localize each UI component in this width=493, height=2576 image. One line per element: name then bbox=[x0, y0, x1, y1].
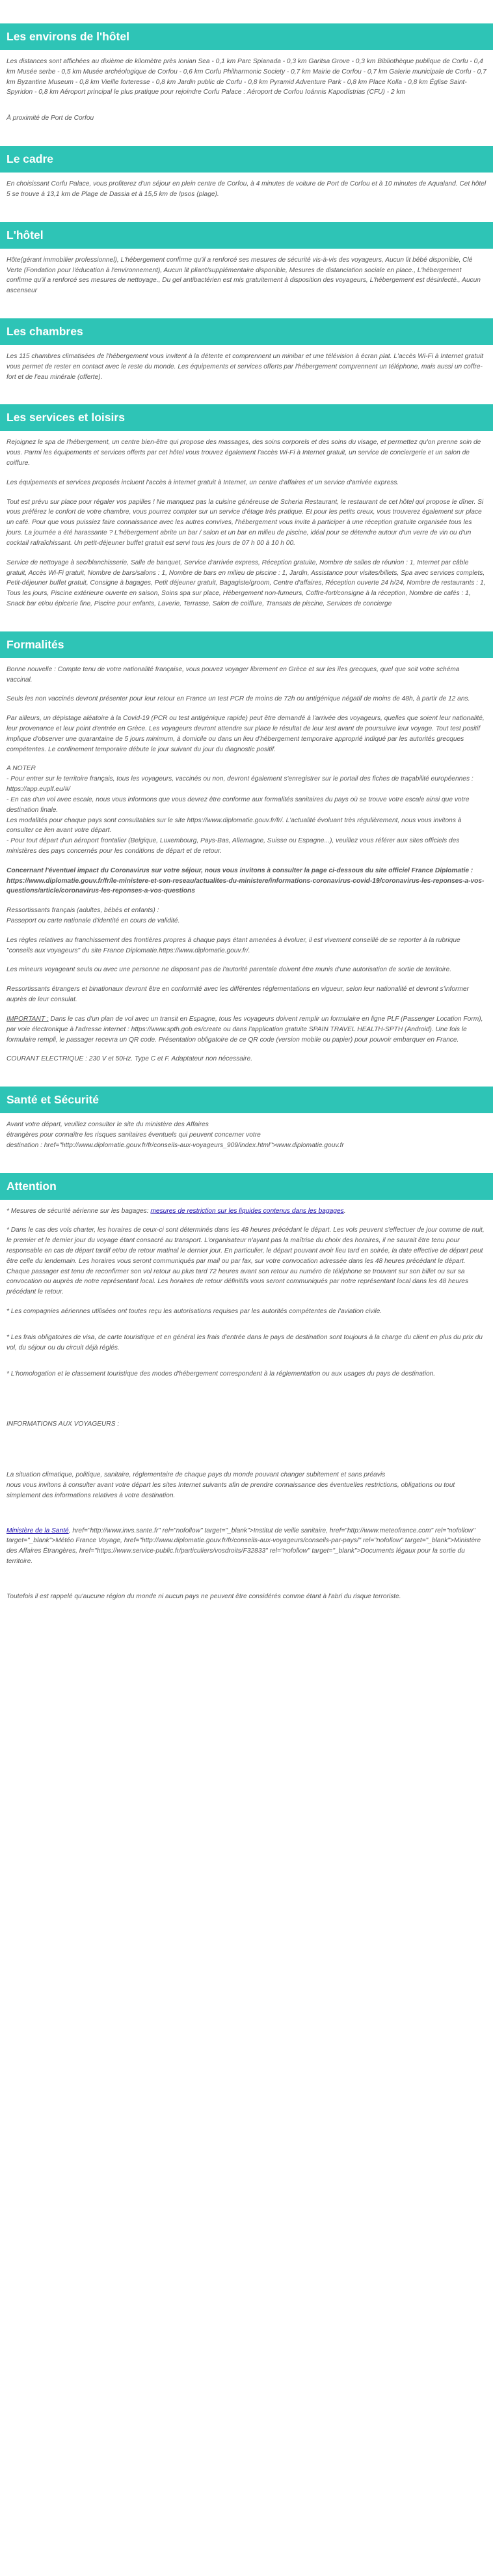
environs-text: Les distances sont affichées au dixième de kilomètre près Ionian Sea - 0,1 km Parc Spianada - 0,3 km Garitsa Grove - 0,3 km Bibliothèque publique de Corfu - 0,4 km Musée serbe - 0,5 km Musée archéologique de Corfou - 0,6 km Corfu Philharmonic Society - 0,7 km Mairie de Corfou - 0,7 km Galerie municipale de Corfu - 0,7 km Byzantine Museum - 0,8 km Vieille forteresse - 0,8 km Jardin public de Corfu - 0,8 km Pyramid Adventure Park - 0,8 km Place Kolla - 0,8 km Église Saint-Spyridon - 0,8 km Aéroport principal le plus pratique pour rejoindre Corfu Palace : Aéroport de Corfou Ioánnis Kapodístrias (CFU) - 2 km bbox=[7, 58, 486, 96]
services-text-3: Tout est prévu sur place pour régaler vos papilles ! Ne manquez pas la cuisine généreuse de Scheria Restaurant, le restaurant de cet hôtel qui propose le dîner. Si vous préférez le confort de votre chambre, vous pourrez compter sur un service d'étage très pratique. Et pour les petits creux, vous trouverez également sur place un café. Pour que vous puissiez faire connaissance avec les autres convives, l'hébergement vous invite à participer à une réception gratuite organisée tous les jours. La journée a été harassante ? L'hébergement abrite un bar / salon et un bar en milieu de piscine, idéal pour se détendre autour d'un verre de vin ou d'un cocktail rafraîchissant. Un petit-déjeuner buffet gratuit est servi tous les jours de 07 h 00 à 10 h 00. bbox=[7, 498, 484, 547]
important-text: Dans le cas d'un plan de vol avec un transit en Espagne, tous les voyageurs doivent remplir un formulaire en ligne PLF (Passenger Location Form), par voie électronique à l'adresse internet : https://www.spth.gob.es/create ou dans l'application gratuite SPAIN TRAVEL HEALTH-SPTH (Android). Une fois le formulaire rempli, le passager recevra un QR code. Présentation obligatoire de ce QR code (version mobile ou papier) pour pouvoir embarquer en France. bbox=[7, 1015, 483, 1044]
section-chambres bbox=[0, 318, 493, 382]
formalites-text-8: Les mineurs voyageant seuls ou avec une personne ne disposant pas de l'autorité parentale doivent être munis d'une autorisation de sortie de territoire. bbox=[7, 966, 452, 974]
attention-liquides-suffix: . bbox=[343, 1207, 346, 1215]
hotel-info-page bbox=[0, 23, 493, 1602]
attention-situation-line: La situation climatique, politique, sanitaire, réglementaire de chaque pays du monde pouvant changer subitement et sans préavis bbox=[7, 1471, 386, 1479]
attention-text-4: * Les frais obligatoires de visa, de carte touristique et en général les frais d'entrée dans le pays de destination sont toujours à la charge du client en plus du prix du vol, du séjour ou du circuit déjà réglés. bbox=[7, 1333, 483, 1351]
formalites-note-line: Les modalités pour chaque pays sont consultables sur le site https://www.diplomatie.gouv.fr/fr/. L'actualité évoluant très régulièrement, nous vous invitons à consulter ce lien avant votre départ. bbox=[7, 816, 462, 835]
attention-text-2: * Dans le cas des vols charter, les horaires de ceux-ci sont déterminés dans les 48 heures précédant le départ. Les vols peuvent s'effectuer de jour comme de nuit, le premier et le dernier jour du voyage étant consacré au transport. L'organisateur n'ayant pas la maîtrise du choix des horaires, il ne saurait être tenu pour responsable en cas de départ tardif et/ou de retour matinal le dernier jour. En particulier, le départ pouvant avoir lieu tard en soirée, la date effective de départ peut être celle du lendemain. Les horaires vous seront communiqués par mail ou par fax, sur votre convocation adressée dans les 48 heures précédant le départ. Chaque passager est tenu de reconfirmer son vol retour au plus tard 72 heures avant son retour au numéro de téléphone se trouvant sur son billet ou sur sa convocation ou auprès de notre représentant local. Les horaires de retour définitifs vous seront communiqués par notre représentant local dans les 48 heures précédant le retour. bbox=[7, 1226, 485, 1296]
hotel-text: Hôte(gérant immobilier professionnel), L'hébergement confirme qu'il a renforcé ses mesures de sécurité vis-à-vis des voyageurs, Aucun lit bébé disponible, Clé Verte (Fondation pour l'éducation à l'environnement), Aucun lit pliant/supplémentaire disponible, Mesures de distanciation sociale en place., L'hébergement confirme qu'il a renforcé ses mesures de nettoyage., Du gel antibactérien est mis gratuitement à disposition des voyageurs, L'hébergement est désinfecté., Aucun ascenseur bbox=[7, 256, 481, 295]
section-formalites bbox=[0, 631, 493, 1064]
section-cadre bbox=[0, 146, 493, 200]
formalites-ressortissants-line: Passeport ou carte nationale d'identité en cours de validité. bbox=[7, 917, 180, 924]
services-text-2: Les équipements et services proposés incluent l'accès à internet gratuit à Internet, un centre d'affaires et un service d'arrivée express. bbox=[7, 478, 399, 486]
formalites-important bbox=[7, 1014, 486, 1045]
attention-liquides bbox=[7, 1206, 486, 1217]
attention-links-rest: , href="http://www.invs.sante.fr" rel="nofollow" target="_blank">Institut de veille sanitaire, href="http://www.meteofrance.com" rel="nofollow" target="_blank">Météo France Voyage, href="http://www.diplomatie.gouv.fr/fr/conseils-aux-voyageurs/conseils-par-pays/" rel="nofollow" target="_blank">Ministère des Affaires Étrangères, href="https://www.service-public.fr/particuliers/vosdroits/F32833" rel="nofollow" target="_blank">Documents légaux pour la sortie du territoire. bbox=[7, 1527, 481, 1565]
formalites-ressortissants-line: Ressortissants français (adultes, bébés et enfants) : bbox=[7, 907, 159, 915]
attention-info-voyageurs: INFORMATIONS AUX VOYAGEURS : bbox=[7, 1420, 120, 1428]
section-title-sante: Santé et Sécurité bbox=[0, 1087, 493, 1113]
formalites-text-9: Ressortissants étrangers et binationaux devront être en conformité avec les différentes réglementations en vigueur, selon leur nationalité et devront s'informer auprès de leur consulat. bbox=[7, 986, 469, 1004]
section-title-hotel: L'hôtel bbox=[0, 222, 493, 249]
attention-liquides-prefix: * Mesures de sécurité aérienne sur les bagages: bbox=[7, 1207, 151, 1215]
important-label: IMPORTANT : bbox=[7, 1015, 49, 1023]
formalites-note-line: - En cas d'un vol avec escale, nous vous informons que vous devrez être conforme aux formalités sanitaires du pays où se trouve votre escale ainsi que votre destination finale. bbox=[7, 796, 470, 814]
attention-situation bbox=[7, 1470, 486, 1501]
section-services bbox=[0, 404, 493, 609]
formalites-ressortissants bbox=[7, 906, 486, 926]
sante-line: étrangères pour connaître les risques sanitaires éventuels qui peuvent concerner votre bbox=[7, 1131, 261, 1139]
environs-port: À proximité de Port de Corfou bbox=[7, 115, 94, 122]
section-attention bbox=[0, 1173, 493, 1602]
formalites-note-line: - Pour entrer sur le territoire français, tous les voyageurs, vaccinés ou non, devront également s'enregistrer sur le portail des fiches de traçabilité européennes : https://app.euplf.eu/#/ bbox=[7, 775, 473, 794]
attention-links bbox=[7, 1526, 486, 1567]
section-title-attention: Attention bbox=[0, 1173, 493, 1200]
formalites-courant: COURANT ELECTRIQUE : 230 V et 50Hz. Type C et F. Adaptateur non nécessaire. bbox=[7, 1055, 253, 1063]
services-text-1: Rejoignez le spa de l'hébergement, un centre bien-être qui propose des massages, des soins corporels et des soins du visage, et permettez qu'on prenne soin de vous. Parmi les équipements et services offerts par cet hôtel vous trouvez également l'accès Wi-Fi à Internet gratuit, un service de conciergerie et un salon de coiffure. bbox=[7, 439, 481, 467]
cadre-text: En choisissant Corfu Palace, vous profiterez d'un séjour en plein centre de Corfou, à 4 minutes de voiture de Port de Corfou et à 10 minutes de Aqualand. Cet hôtel 5 se trouve à 13,1 km de Plage de Dassia et à 15,5 km de Ipsos (plage). bbox=[7, 180, 486, 198]
formalites-coronavirus: Concernant l'éventuel impact du Coronavirus sur votre séjour, nous vous invitons à consulter la page ci-dessous du site officiel France Diplomatie : https://www.diplomatie.gouv.fr/fr/le-ministere-et-son-reseau/actualites-du-ministere/informations-coronavirus-covid-19/coronavirus-les-reponses-a-vos-questions/article/coronavirus-les-reponses-a-vos-questions bbox=[7, 866, 485, 895]
section-title-environs: Les environs de l'hôtel bbox=[0, 23, 493, 50]
formalites-note-line: - Pour tout départ d'un aéroport frontalier (Belgique, Luxembourg, Pays-Bas, Allemagne, Suisse ou Espagne...), veuillez vous référer aux sites officiels des ministères des pays concernés pour les conditions de départ et de retour. bbox=[7, 837, 460, 855]
attention-terrorisme: Toutefois il est rappelé qu'aucune région du monde ni aucun pays ne peuvent être considérés comme étant à l'abri du risque terroriste. bbox=[7, 1592, 401, 1600]
section-title-chambres: Les chambres bbox=[0, 318, 493, 345]
sante-line: destination : href="http://www.diplomatie.gouv.fr/fr/conseils-aux-voyageurs_909/index.html">www.diplomatie.gouv.fr bbox=[7, 1141, 344, 1149]
formalites-text-1: Bonne nouvelle : Compte tenu de votre nationalité française, vous pouvez voyager librement en Grèce et sur les îles grecques, quel que soit votre schéma vaccinal. bbox=[7, 665, 460, 684]
section-sante bbox=[0, 1087, 493, 1150]
services-text-4: Service de nettoyage à sec/blanchisserie, Salle de banquet, Service d'arrivée express, Réception gratuite, Nombre de salles de réunion : 1, Internet par câble gratuit, Accès Wi-Fi gratuit, Nombre de bars/salons : 1, Nombre de bars en milieu de piscine : 1, Jardin, Assistance pour visites/billets, Spa avec services complets, Petit-déjeuner buffet gratuit, Consigne à bagages, Petit déjeuner gratuit, Bagagiste/groom, Centre d'affaires, Réception ouverte 24 h/24, Nombre de restaurants : 1, Tous les jours, Piscine extérieure ouverte en saison, Soins spa sur place, Hébergement non-fumeurs, Coffre-fort/consigne à la réception, Nombre de cafés : 1, Snack bar et/ou épicerie fine, Piscine pour enfants, Laverie, Terrasse, Salon de coiffure, Transats de piscine, Services de concierge bbox=[7, 559, 486, 607]
section-title-cadre: Le cadre bbox=[0, 146, 493, 173]
attention-text-3: * Les compagnies aériennes utilisées ont toutes reçu les autorisations requises par les autorités compétentes de l'aviation civile. bbox=[7, 1308, 382, 1316]
formalites-text-7: Les règles relatives au franchissement des frontières propres à chaque pays étant amenées à évoluer, il est vivement conseillé de se reporter à la rubrique "conseils aux voyageurs" du site France Diplomatie.https://www.diplomatie.gouv.fr/. bbox=[7, 936, 460, 954]
section-environs bbox=[0, 23, 493, 124]
ministere-sante-link[interactable]: Ministère de la Santé bbox=[7, 1527, 69, 1534]
section-title-services: Les services et loisirs bbox=[0, 404, 493, 431]
formalites-note-line: A NOTER bbox=[7, 765, 36, 773]
section-title-formalites: Formalités bbox=[0, 631, 493, 658]
attention-situation-line: nous vous invitons à consulter avant votre départ les sites Internet suivants afin de prendre connaissance des éventuelles restrictions, obligations ou tout simplement des informations relatives à votre destination. bbox=[7, 1481, 455, 1499]
attention-text-5: * L'homologation et le classement touristique des modes d'hébergement correspondent à la réglementation ou aux usages du pays de destination. bbox=[7, 1370, 436, 1378]
chambres-text: Les 115 chambres climatisées de l'hébergement vous invitent à la détente et comprennent un minibar et une télévision à écran plat. L'accès Wi-Fi à Internet gratuit vous permet de rester en contact avec le reste du monde. Les équipements et services offerts par l'hébergement comprennent un téléphone, mais aussi un coffre-fort et de l'eau minérale (offerte). bbox=[7, 352, 483, 381]
formalites-text-3: Par ailleurs, un dépistage aléatoire à la Covid-19 (PCR ou test antigénique rapide) peut être demandé à l'arrivée des voyageurs, quelles que soient leur nationalité, leur provenance et leur point d'entrée en Grèce. Les voyageurs devront attendre sur place le résultat de leur test avant de poursuivre leur voyage. Tout test positif implique d'observer une quarantaine de 5 jours minimum, à domicile ou dans un lieu d'hébergement temporaire approprié indiqué par les autorités grecques compétentes. Le confinement temporaire débute le jour suivant du jour du diagnostic positif. bbox=[7, 715, 485, 753]
sante-line: Avant votre départ, veuillez consulter le site du ministère des Affaires bbox=[7, 1121, 209, 1129]
formalites-note bbox=[7, 764, 486, 856]
section-hotel bbox=[0, 222, 493, 296]
sante-text bbox=[7, 1120, 486, 1150]
formalites-text-2: Seuls les non vaccinés devront présenter pour leur retour en France un test PCR de moins de 72h ou antigénique négatif de moins de 48h, à partir de 12 ans. bbox=[7, 695, 470, 703]
liquides-restriction-link[interactable]: mesures de restriction sur les liquides contenus dans les bagages bbox=[150, 1207, 344, 1215]
